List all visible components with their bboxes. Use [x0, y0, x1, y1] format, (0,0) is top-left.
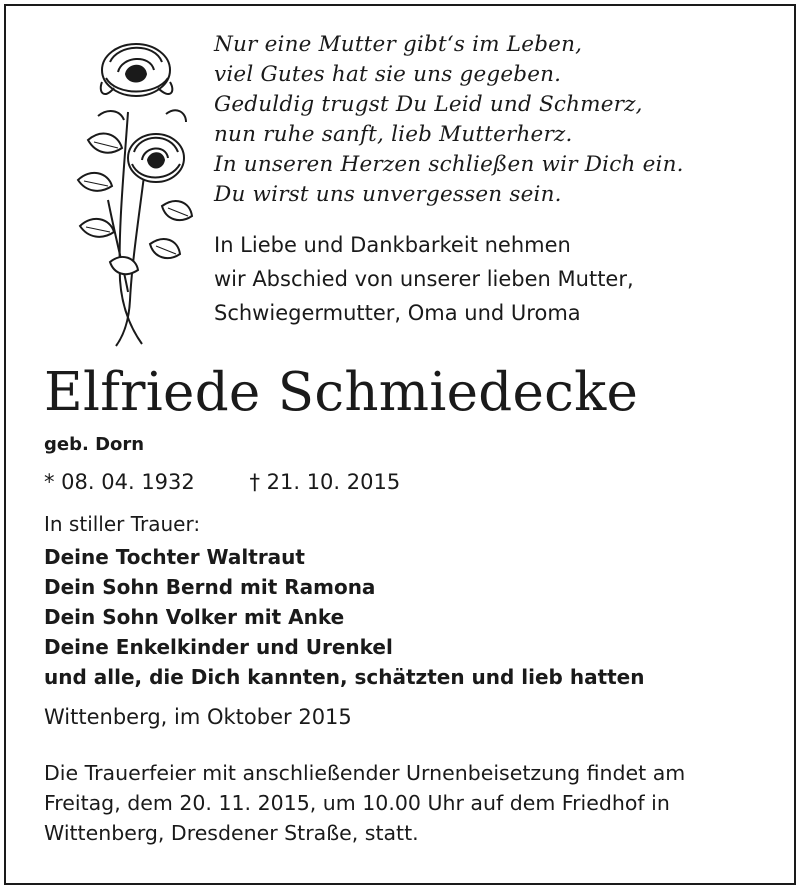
mourner-line: Deine Tochter Waltraut — [44, 545, 305, 569]
mourner-line: Deine Enkelkinder und Urenkel — [44, 635, 393, 659]
birth-date: * 08. 04. 1932 — [44, 470, 195, 494]
poem-line: nun ruhe sanft, lieb Mutterherz. — [214, 122, 573, 147]
maiden-name: geb. Dorn — [44, 434, 145, 455]
death-date: † 21. 10. 2015 — [249, 470, 401, 494]
intro-line: Schwiegermutter, Oma und Uroma — [214, 301, 581, 325]
intro-line: wir Abschied von unserer lieben Mutter, — [214, 267, 634, 291]
mourner-line: und alle, die Dich kannten, schätzten und lieb hatten — [44, 665, 645, 689]
mourner-line: Dein Sohn Volker mit Anke — [44, 605, 345, 629]
intro-line: In Liebe und Dankbarkeit nehmen — [214, 233, 571, 257]
mourners-list — [44, 542, 645, 692]
roses-icon — [58, 30, 198, 348]
mourners-title: In stiller Trauer: — [44, 512, 201, 536]
service-line: Die Trauerfeier mit anschließender Urnenbeisetzung findet am — [44, 761, 686, 785]
intro-text — [214, 228, 774, 330]
service-line: Wittenberg, Dresdener Straße, statt. — [44, 821, 419, 845]
deceased-name: Elfriede Schmiedecke — [44, 362, 639, 423]
poem — [214, 30, 774, 210]
poem-line: Du wirst uns unvergessen sein. — [214, 182, 562, 207]
poem-line: viel Gutes hat sie uns gegeben. — [214, 62, 562, 87]
poem-line: Geduldig trugst Du Leid und Schmerz, — [214, 92, 643, 117]
poem-line: In unseren Herzen schließen wir Dich ein. — [214, 152, 684, 177]
mourner-line: Dein Sohn Bernd mit Ramona — [44, 575, 376, 599]
place-date: Wittenberg, im Oktober 2015 — [44, 705, 352, 729]
service-info — [44, 758, 784, 848]
service-line: Freitag, dem 20. 11. 2015, um 10.00 Uhr auf dem Friedhof in — [44, 791, 670, 815]
poem-line: Nur eine Mutter gibt‘s im Leben, — [214, 32, 583, 57]
life-dates — [44, 470, 400, 494]
